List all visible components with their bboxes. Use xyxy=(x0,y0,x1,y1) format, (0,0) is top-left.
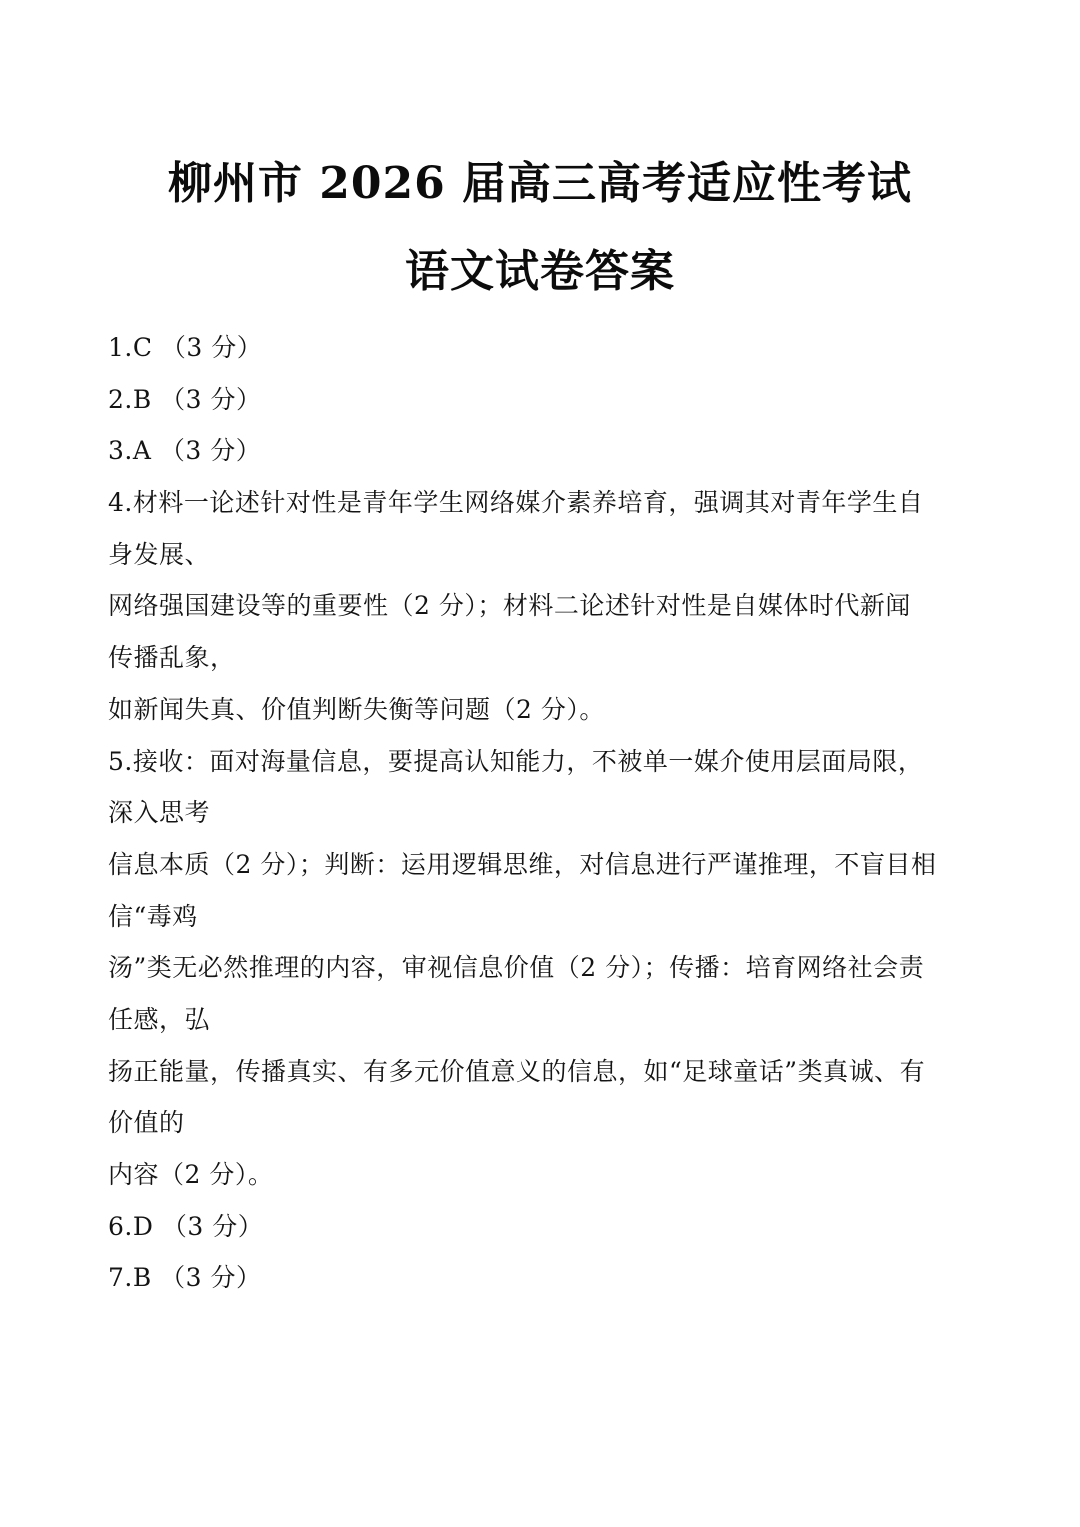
answer-line: 传播乱象， xyxy=(108,643,236,673)
answer-line: 价值的 xyxy=(108,1108,185,1138)
answer-line: 深入思考 xyxy=(108,798,211,828)
answer-line: 任感，弘 xyxy=(108,1004,211,1034)
answer-line: 信息本质（2 分）；判断：运用逻辑思维，对信息进行严谨推理，不盲目相 xyxy=(108,849,937,879)
answer-line: 内容（2 分）。 xyxy=(108,1160,274,1189)
answer-line: 扬正能量，传播真实、有多元价值意义的信息，如“足球童话”类真诚、有 xyxy=(108,1056,926,1086)
answer-line: 6.D （3 分） xyxy=(108,1211,264,1241)
answer-line: 3.A （3 分） xyxy=(108,436,262,466)
page-subtitle: 语文试卷答案 xyxy=(405,246,675,297)
answer-line: 7.B （3 分） xyxy=(108,1263,262,1293)
answer-line: 1.C （3 分） xyxy=(108,333,263,362)
page-title: 柳州市 2026 届高三高考适应性考试 xyxy=(167,158,913,209)
answer-list xyxy=(108,322,988,1304)
answer-line: 如新闻失真、价值判断失衡等问题（2 分）。 xyxy=(108,694,605,724)
answer-line: 2.B （3 分） xyxy=(108,384,262,414)
answer-line: 汤”类无必然推理的内容，审视信息价值（2 分）；传播：培育网络社会责 xyxy=(108,953,925,983)
answer-line: 4.材料一论述针对性是青年学生网络媒介素养培育，强调其对青年学生自 xyxy=(108,488,924,518)
answer-line: 信“毒鸡 xyxy=(108,901,198,931)
answer-line: 5.接收：面对海量信息，要提高认知能力，不被单一媒介使用层面局限， xyxy=(108,746,924,776)
answer-line: 身发展、 xyxy=(108,539,211,569)
answer-line: 网络强国建设等的重要性（2 分）；材料二论述针对性是自媒体时代新闻 xyxy=(108,591,911,621)
